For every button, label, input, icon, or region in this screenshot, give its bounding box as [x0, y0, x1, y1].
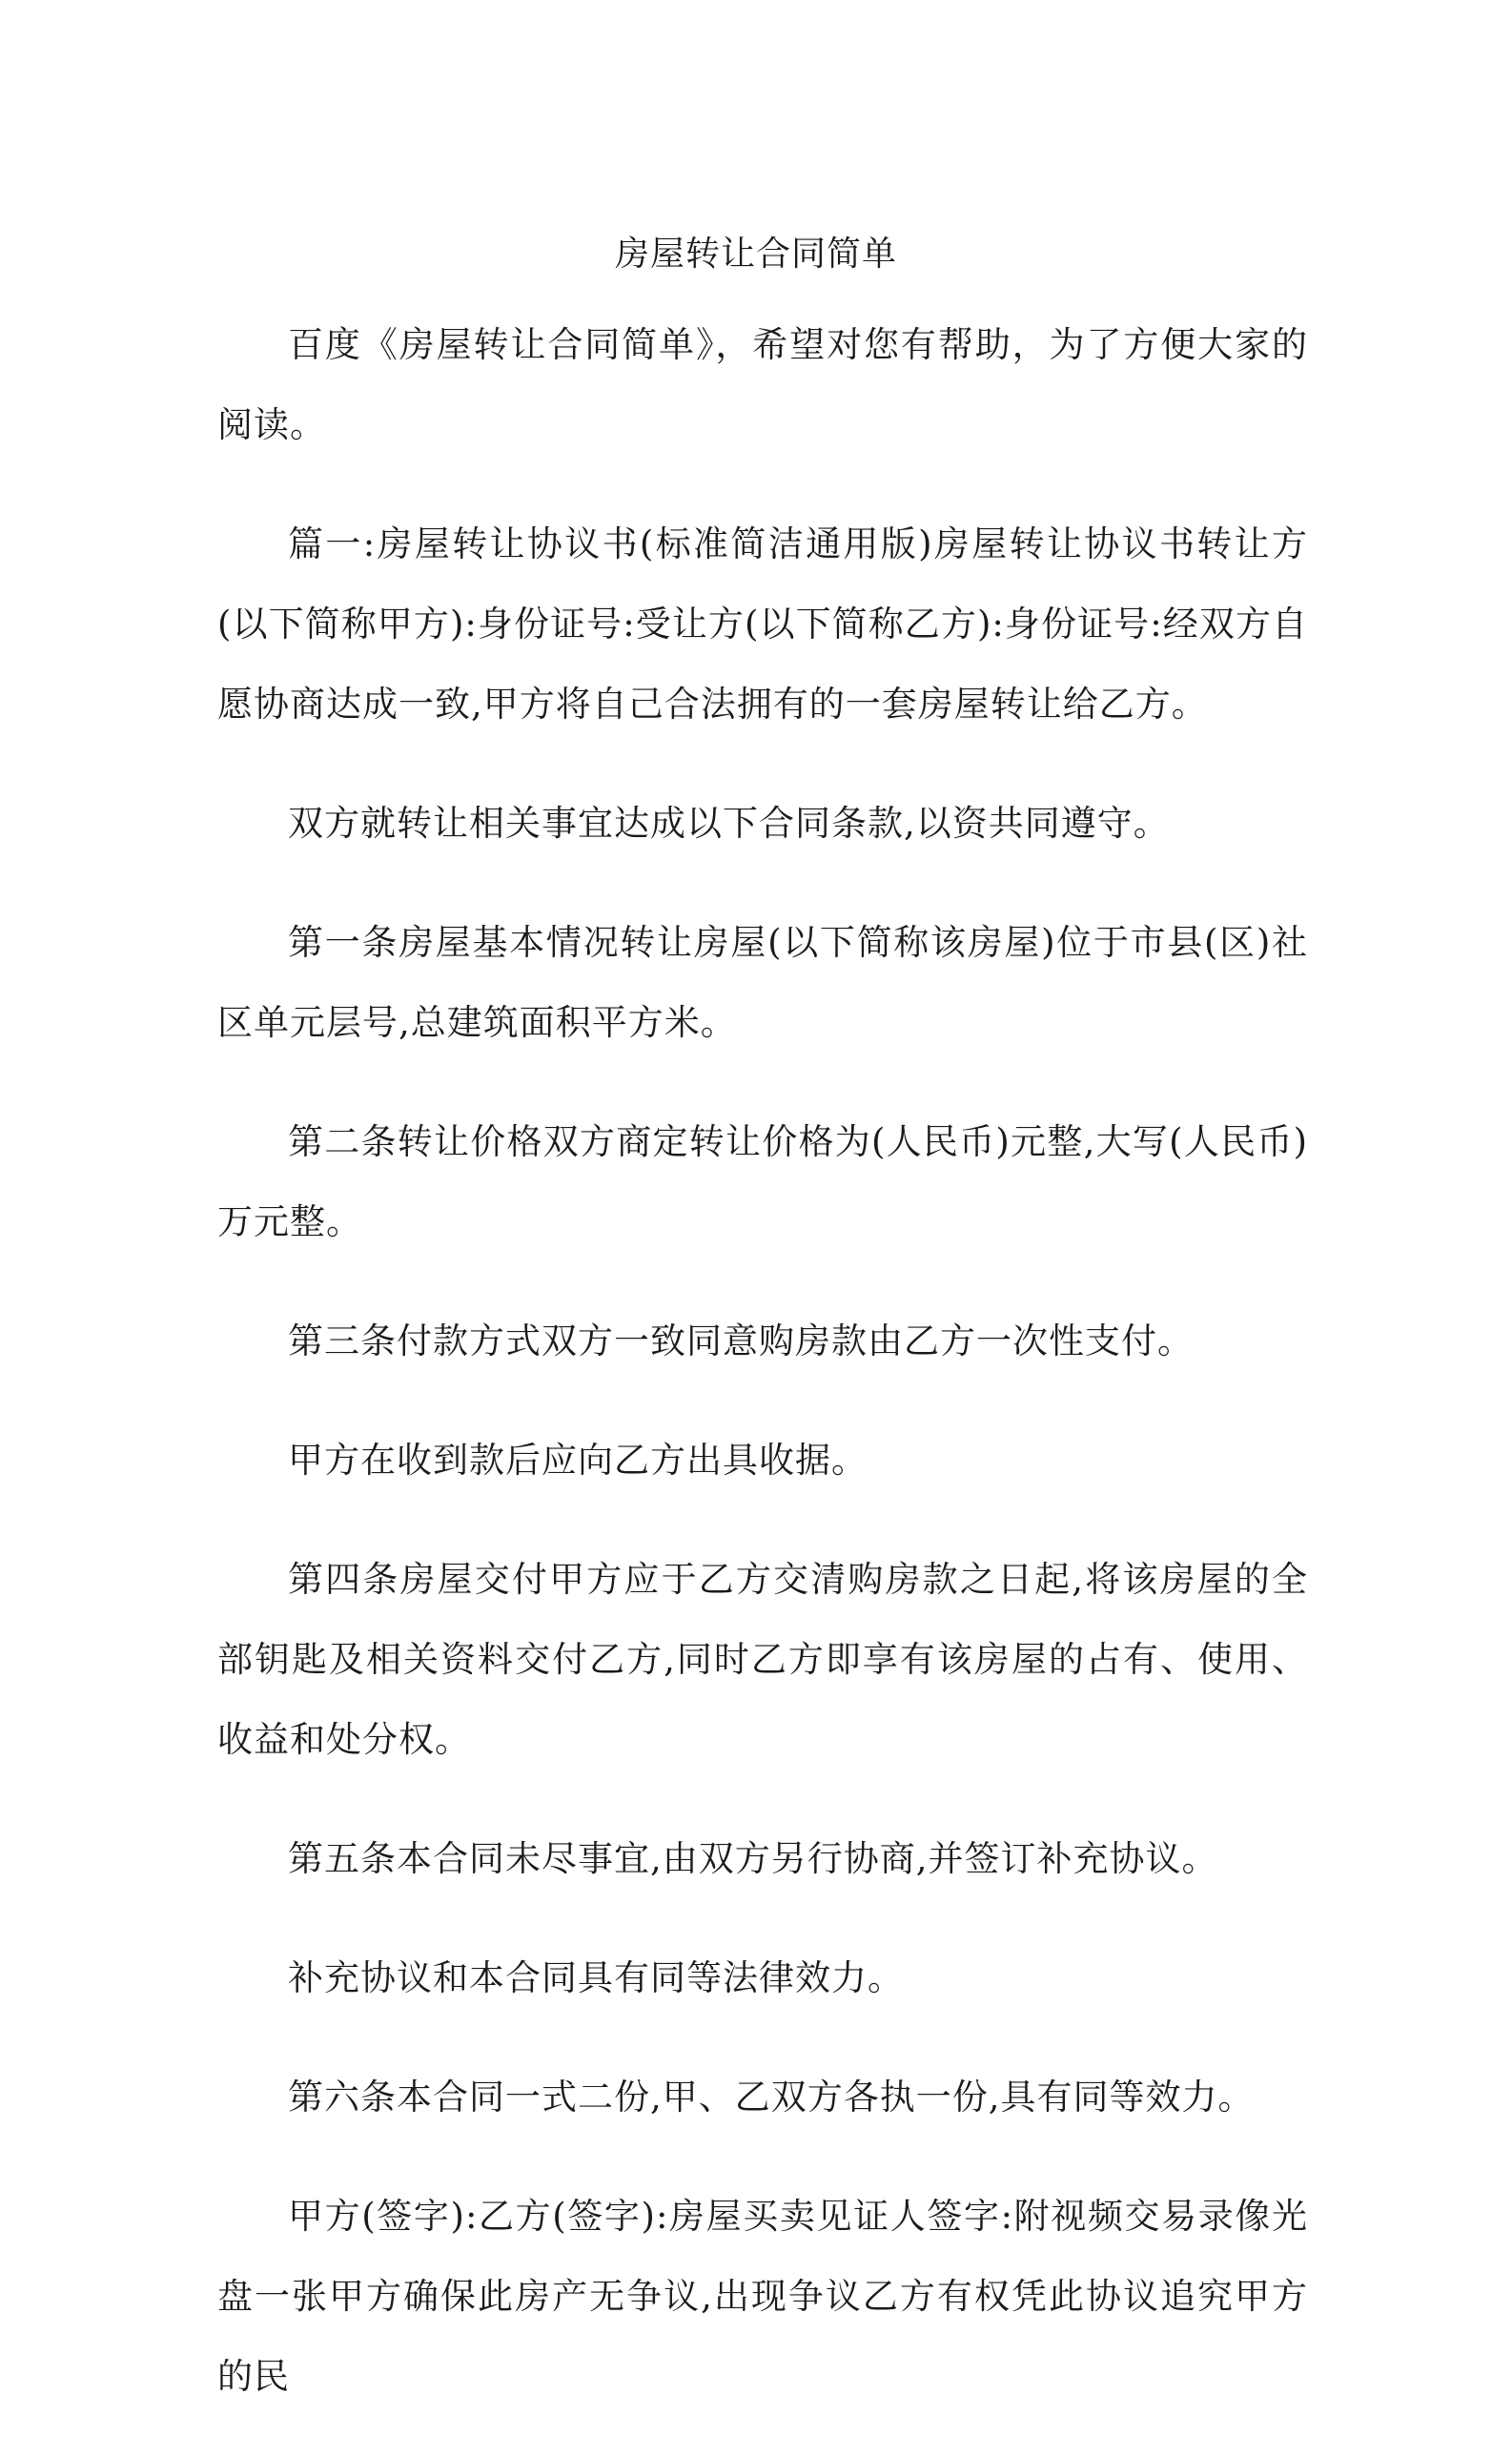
paragraph-intro: 百度《房屋转让合同简单》，希望对您有帮助，为了方便大家的阅读。: [217, 324, 1308, 445]
paragraph-article-2: 第二条转让价格双方商定转让价格为(人民币)元整,大写(人民币)万元整。: [217, 1121, 1308, 1242]
document-title: 房屋转让合同简单: [614, 235, 897, 274]
paragraph-article-5: 第五条本合同未尽事宜,由双方另行协商,并签订补充协议。: [288, 1838, 1218, 1879]
paragraph-signatures: 甲方(签字):乙方(签字):房屋买卖见证人签字:附视频交易录像光盘一张甲方确保此房产无争议,出现争议乙方有权凭此协议追究甲方的民: [217, 2196, 1308, 2397]
paragraph-article-1: 第一条房屋基本情况转让房屋(以下简称该房屋)位于市县(区)社区单元层号,总建筑面积平方米。: [217, 922, 1308, 1043]
document-body: [217, 305, 1308, 2456]
paragraph-article-4: 第四条房屋交付甲方应于乙方交清购房款之日起,将该房屋的全部钥匙及相关资料交付乙方,同时乙方即享有该房屋的占有、使用、收益和处分权。: [217, 1559, 1308, 1760]
paragraph-article-6: 第六条本合同一式二份,甲、乙双方各执一份,具有同等效力。: [288, 2077, 1255, 2118]
paragraph-receipt: 甲方在收到款后应向乙方出具收据。: [288, 1440, 868, 1481]
paragraph-supplement: 补充协议和本合同具有同等法律效力。: [288, 1957, 904, 1998]
paragraph-part-one: 篇一:房屋转让协议书(标准简洁通用版)房屋转让协议书转让方(以下简称甲方):身份证号:受让方(以下简称乙方):身份证号:经双方自愿协商达成一致,甲方将自己合法拥有的一套房屋转让给乙方。: [217, 523, 1308, 725]
paragraph-article-3: 第三条付款方式双方一致同意购房款由乙方一次性支付。: [288, 1320, 1194, 1361]
paragraph-agreement: 双方就转让相关事宜达成以下合同条款,以资共同遵守。: [288, 803, 1170, 844]
